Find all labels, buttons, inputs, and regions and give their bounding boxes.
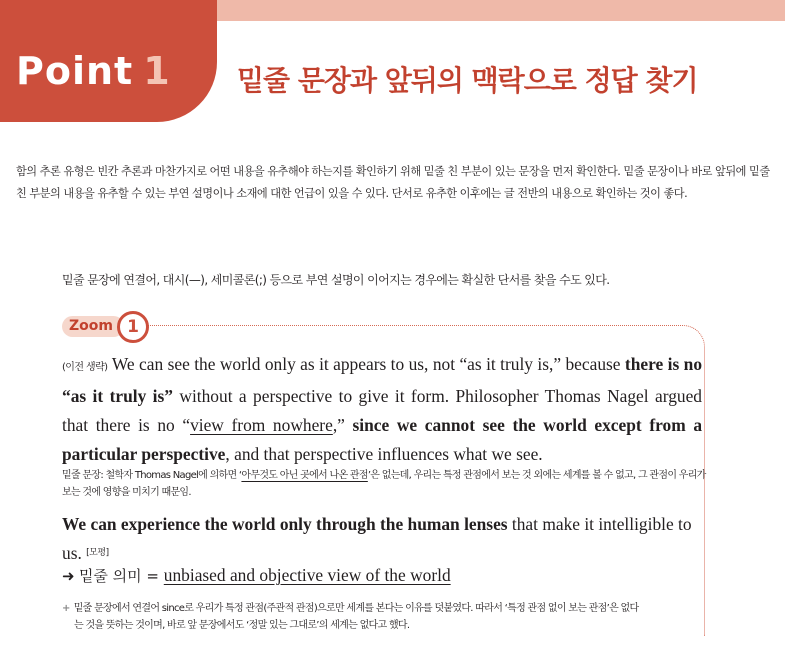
passage-paragraph bbox=[62, 350, 702, 469]
tip-text-1: 밑줄 문장에서 연결어 since로 우리가 특정 관점(주관적 관점)으로만 세계를 본다는 이유를 덧붙였다. 따라서 ‘특정 관점 없이 보는 관점’은 없다 bbox=[73, 603, 639, 614]
point-heading bbox=[16, 49, 171, 93]
passage-source-tag: (이전 생략) bbox=[62, 362, 108, 373]
passage2-bold: We can experience the world only through the human lenses bbox=[62, 514, 508, 534]
passage-s4: , and that perspective influences what we see. bbox=[225, 444, 543, 464]
tip-text-2: 는 것을 뜻하는 것이며, 바로 앞 문장에서도 ‘정말 있는 그대로’의 세계는 없다고 했다. bbox=[74, 620, 410, 631]
passage2-rest: that make it intelligible to us. bbox=[62, 514, 692, 563]
plus-icon: + bbox=[62, 603, 70, 614]
note1-prefix: 밑줄 문장: 철학자 Thomas Nagel에 의하면 ‘ bbox=[62, 470, 242, 481]
arrow-icon: ➜ bbox=[62, 567, 75, 585]
passage-s3: ,” bbox=[332, 415, 353, 435]
page-title: 밑줄 문장과 앞뒤의 맥락으로 정답 찾기 bbox=[237, 64, 698, 97]
underlined-phrase: view from nowhere bbox=[190, 415, 333, 435]
passage-s1: We can see the world only as it appears to us, not “as it truly is,” because bbox=[111, 354, 625, 374]
passage-s3-bold: since we cannot see the world except from a particular perspective bbox=[62, 415, 703, 464]
intro-paragraph: 함의 추론 유형은 빈칸 추론과 마찬가지로 어떤 내용을 유추해야 하는지를 확인하기 위해 밑줄 친 부분이 있는 문장을 먼저 확인한다. 밑줄 문장이나 바로 앞뒤에 밑줄 친 부분의 내용을 유추할 수 있는 부연 설명이나 소재에 대한 언급이 있을 수 있다. 단서로 유추한 이후에는 글 전반의 내용으로 확인하는 것이 좋다. bbox=[16, 165, 770, 200]
point-label: Point bbox=[16, 49, 134, 93]
lead-sentence: 밑줄 문장에 연결어, 대시(—), 세미콜론(;) 등으로 부연 설명이 이어지는 경우에는 확실한 단서를 찾을 수도 있다. bbox=[62, 273, 610, 287]
note1-suffix: ’은 없는데, 우리는 특정 관점에서 보는 것 외에는 세계를 볼 수 없고, 그 관점이 우리가 보는 것에 영향을 미치기 때문임. bbox=[62, 470, 706, 498]
passage-s1-bold: there is no “as it truly is” bbox=[62, 354, 703, 406]
zoom-number: 1 bbox=[117, 311, 149, 343]
zoom-label: Zoom bbox=[69, 318, 113, 334]
tip-note bbox=[62, 600, 707, 634]
passage2-paragraph bbox=[62, 510, 702, 568]
meaning-line bbox=[62, 565, 702, 586]
tip-note-line1 bbox=[62, 600, 707, 617]
passage-s2: without a perspective to give it form. Philosopher Thomas Nagel argued that there is no “ bbox=[62, 386, 703, 435]
meaning-value: unbiased and objective view of the world bbox=[163, 565, 451, 585]
point-tab bbox=[0, 0, 217, 122]
note1-highlight: 아무것도 아닌 곳에서 나온 관점 bbox=[241, 470, 368, 481]
point-number: 1 bbox=[143, 49, 171, 93]
exam-source-tag: [모평] bbox=[86, 548, 109, 558]
meaning-label: 밑줄 의미 = bbox=[78, 567, 164, 585]
explanation-note bbox=[62, 467, 707, 501]
